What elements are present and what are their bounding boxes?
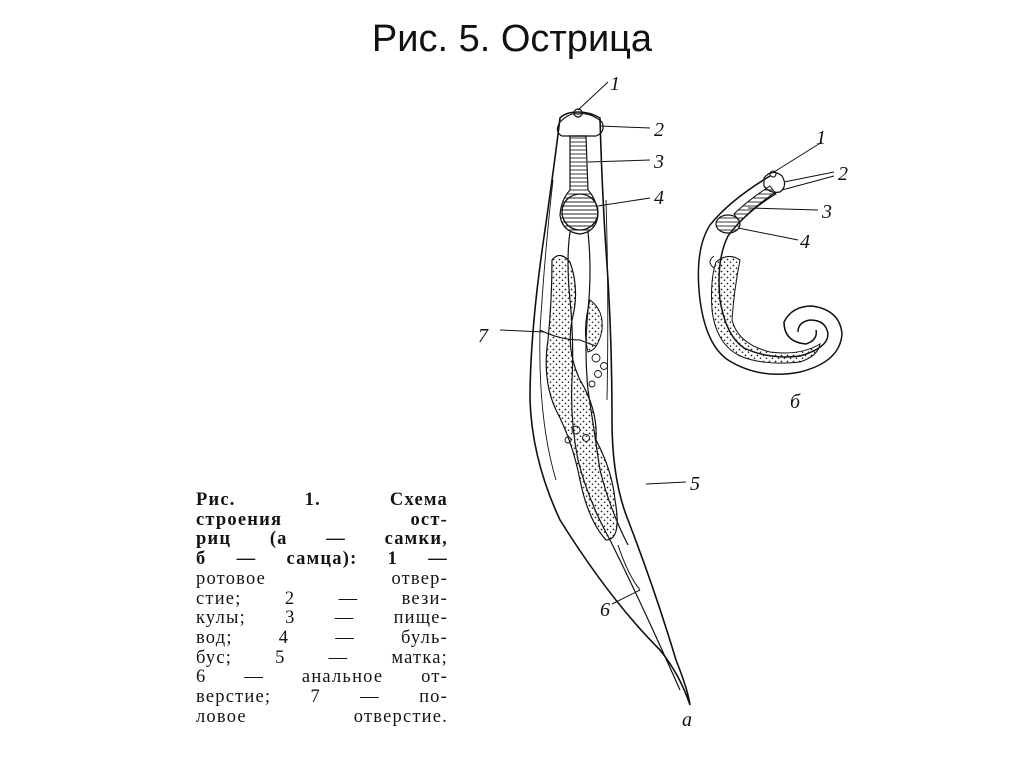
female-marker-2: 2 [654,119,664,141]
female-worm [530,109,690,705]
caption-line: вод; 4 — буль- [196,627,448,648]
male-oesophagus [734,186,776,222]
male-worm [698,171,842,374]
male-testis [712,256,821,363]
caption-line: строения ост- [196,509,448,530]
female-marker-5: 5 [690,473,700,495]
male-marker-1: 1 [816,127,826,149]
female-marker-3: 3 [654,151,664,173]
female-uterus [546,255,617,540]
male-label: б [790,391,801,413]
caption-line: ротовое отвер- [196,568,448,589]
male-marker-4: 4 [800,231,810,253]
caption-line: кулы; 3 — пище- [196,608,448,629]
caption-line: Рис. 1. Схема [196,490,448,510]
male-marker-2: 2 [838,163,848,185]
female-vesicles [557,114,603,136]
female-bulbus [562,194,598,230]
figure-caption [196,491,448,727]
caption-line: стие; 2 — вези- [196,588,448,609]
male-bulbus [716,215,740,233]
caption-line: верстие; 7 — по- [196,687,448,708]
caption-line: риц (а — самки, [196,529,448,550]
female-body-outline [530,112,690,705]
caption-line: б — самца): 1 — [196,549,448,570]
caption-line: 6 — анальное от- [196,667,448,688]
female-marker-6: 6 [600,599,610,621]
caption-line: бус; 5 — матка; [196,647,448,668]
male-marker-3: 3 [822,201,832,223]
female-marker-4: 4 [654,187,664,209]
female-label: а [682,709,692,731]
female-mouth [574,109,582,117]
caption-line: ловое отверстие. [196,706,448,727]
male-marker-labels [790,127,848,413]
slide-title: Рис. 5. Острица [371,18,653,60]
female-marker-1: 1 [610,73,620,95]
female-marker-7: 7 [478,325,488,347]
male-leaders [738,142,834,240]
